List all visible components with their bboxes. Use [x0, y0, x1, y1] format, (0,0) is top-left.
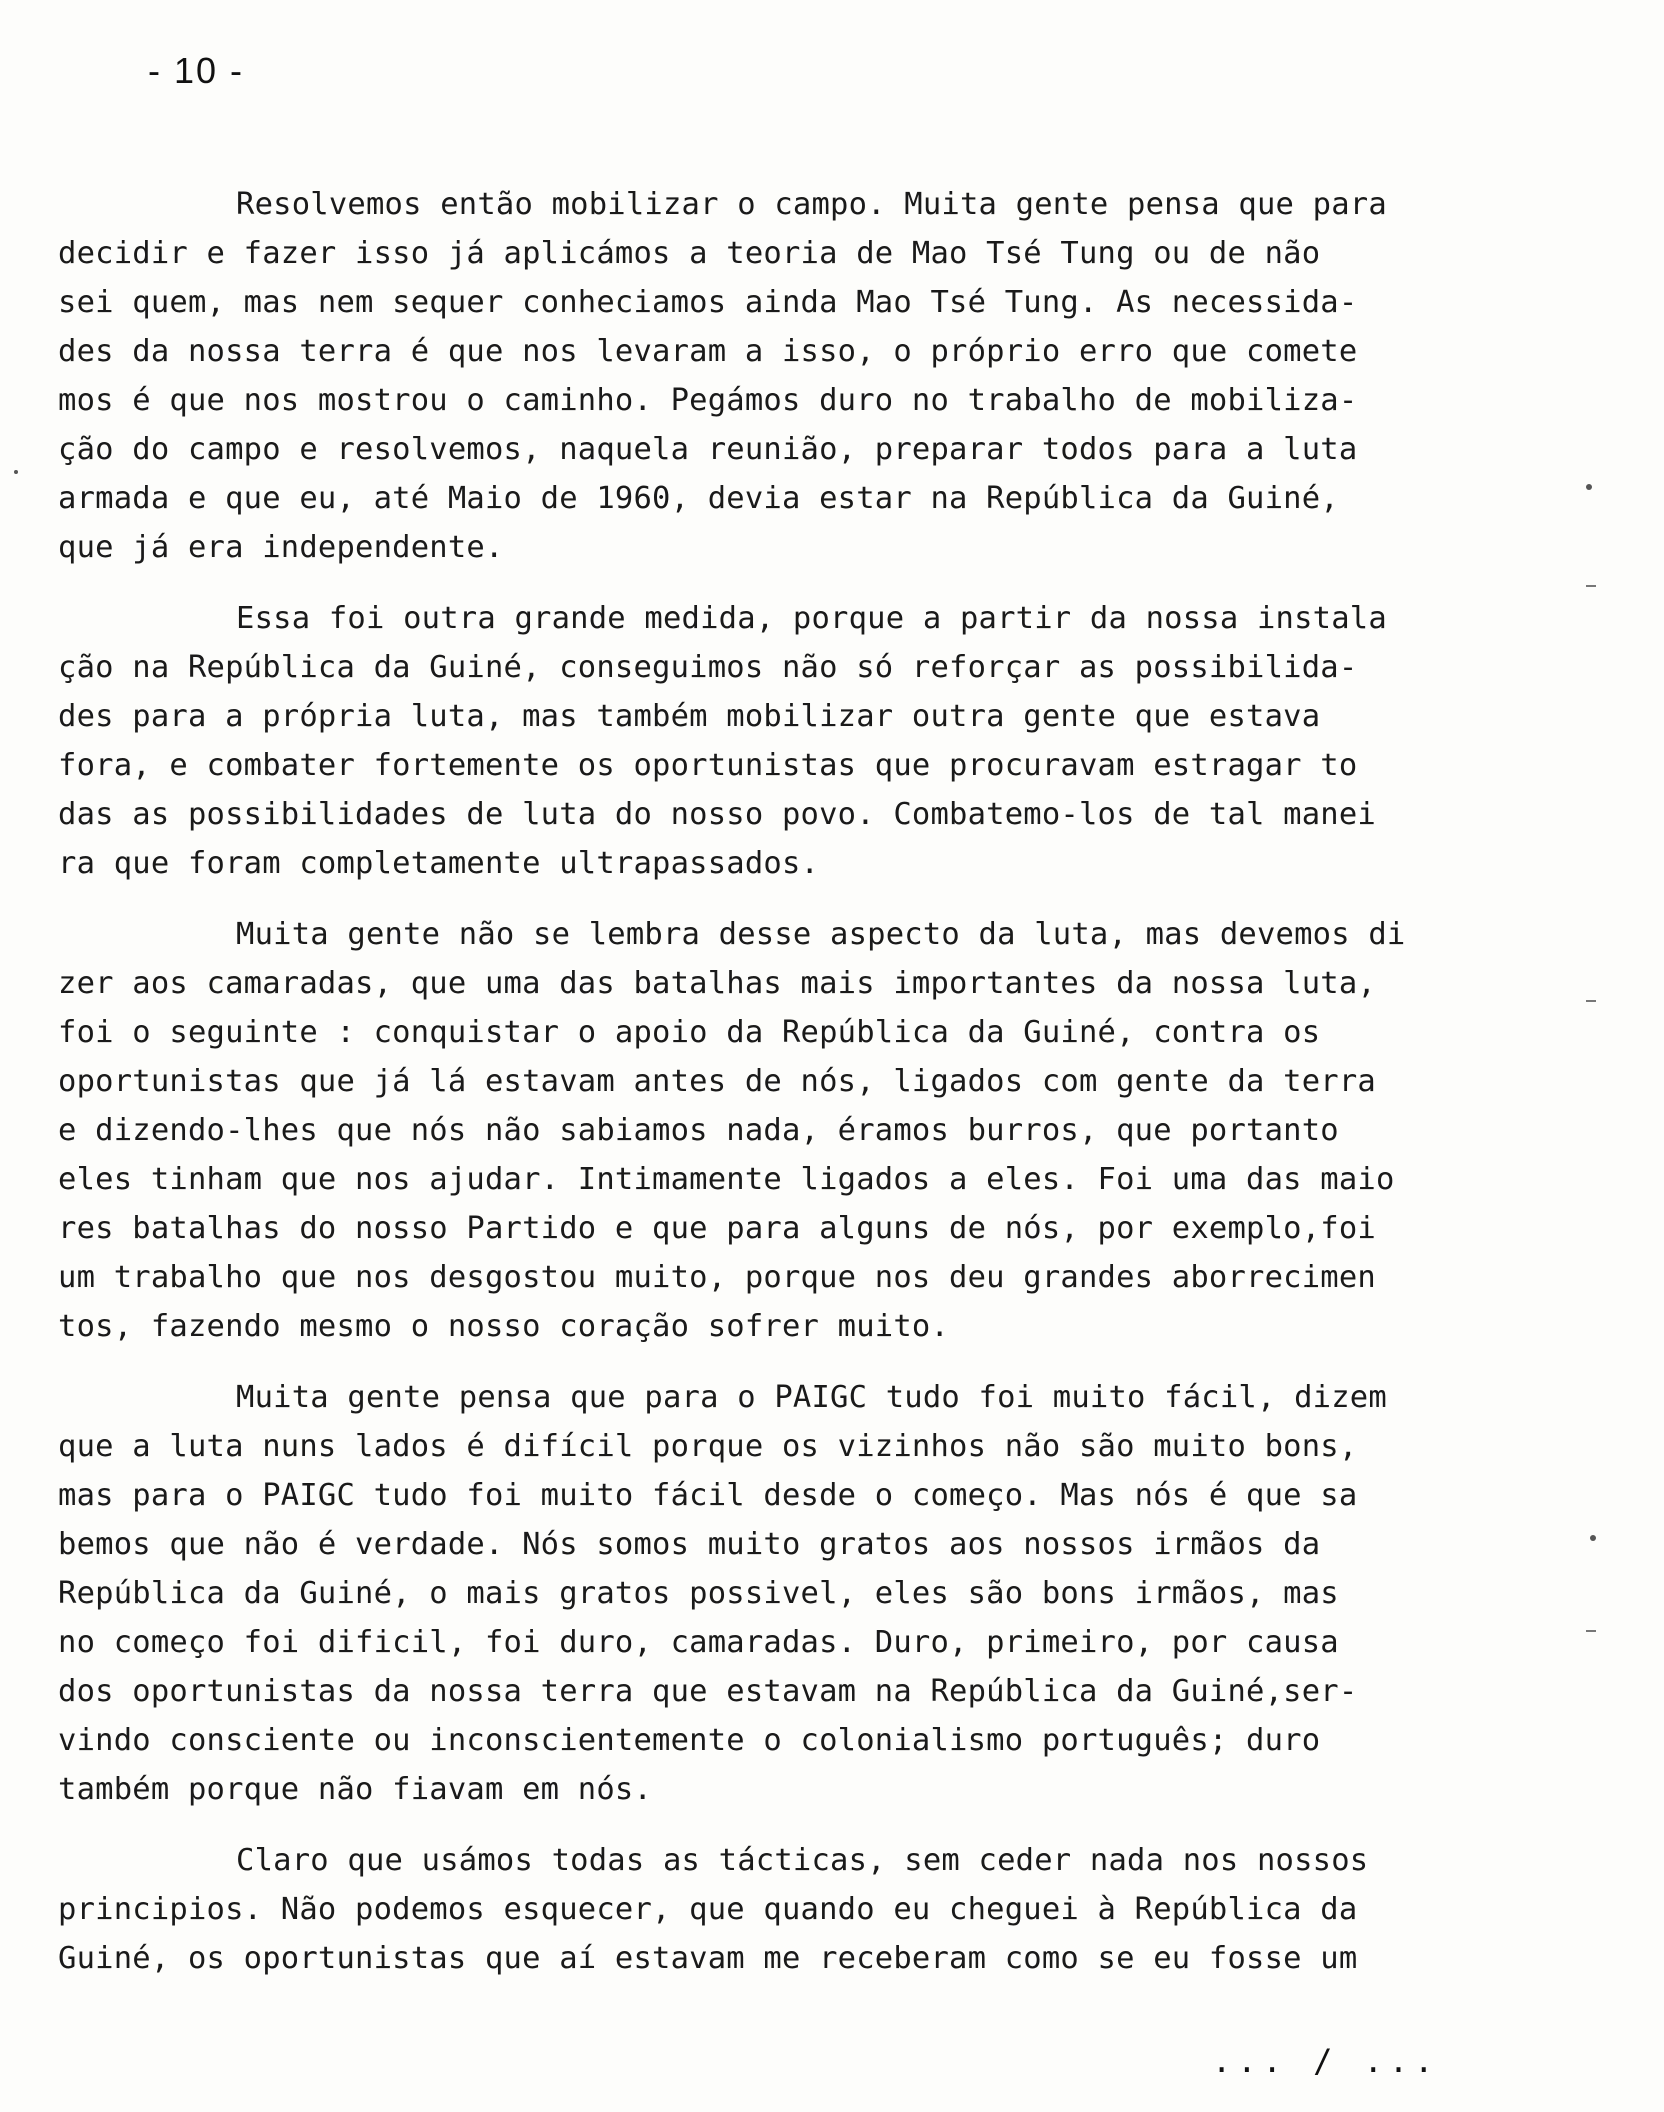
text-line: Claro que usámos todas as tácticas, sem ceder nada nos nossos [236, 1843, 1369, 1878]
text-line: ra que foram completamente ultrapassados. [58, 846, 820, 881]
body-text [58, 180, 1498, 2005]
text-line: zer aos camaradas, que uma das batalhas mais importantes da nossa luta, [58, 966, 1376, 1001]
scan-mark [1586, 1000, 1596, 1002]
text-line: no começo foi dificil, foi duro, camaradas. Duro, primeiro, por causa [58, 1625, 1339, 1660]
text-line: que já era independente. [58, 530, 504, 565]
text-line: tos, fazendo mesmo o nosso coração sofrer muito. [58, 1309, 950, 1344]
text-line: foi o seguinte : conquistar o apoio da República da Guiné, contra os [58, 1015, 1321, 1050]
text-line: principios. Não podemos esquecer, que quando eu cheguei à República da [58, 1892, 1358, 1927]
text-line: vindo consciente ou inconscientemente o colonialismo português; duro [58, 1723, 1321, 1758]
text-line: res batalhas do nosso Partido e que para alguns de nós, por exemplo,foi [58, 1211, 1376, 1246]
paragraph-2 [58, 594, 1498, 888]
scan-mark [1586, 1630, 1596, 1632]
text-line: oportunistas que já lá estavam antes de nós, ligados com gente da terra [58, 1064, 1376, 1099]
text-line: mas para o PAIGC tudo foi muito fácil desde o começo. Mas nós é que sa [58, 1478, 1358, 1513]
text-line: um trabalho que nos desgostou muito, porque nos deu grandes aborrecimen [58, 1260, 1376, 1295]
text-line: dos oportunistas da nossa terra que estavam na República da Guiné,ser- [58, 1674, 1358, 1709]
text-line: mos é que nos mostrou o caminho. Pegámos duro no trabalho de mobiliza- [58, 383, 1358, 418]
scan-speck [1586, 484, 1592, 490]
scan-speck [14, 470, 18, 474]
text-line: Muita gente não se lembra desse aspecto da luta, mas devemos di [236, 917, 1406, 952]
text-line: bemos que não é verdade. Nós somos muito gratos aos nossos irmãos da [58, 1527, 1321, 1562]
text-line: Guiné, os oportunistas que aí estavam me receberam como se eu fosse um [58, 1941, 1358, 1976]
scan-mark [1586, 585, 1596, 587]
text-line: República da Guiné, o mais gratos possivel, eles são bons irmãos, mas [58, 1576, 1339, 1611]
continuation-mark: ... / ... [1212, 2042, 1440, 2080]
text-line: des para a própria luta, mas também mobilizar outra gente que estava [58, 699, 1321, 734]
text-line: ção na República da Guiné, conseguimos não só reforçar as possibilida- [58, 650, 1358, 685]
text-line: e dizendo-lhes que nós não sabiamos nada, éramos burros, que portanto [58, 1113, 1339, 1148]
text-line: sei quem, mas nem sequer conheciamos ainda Mao Tsé Tung. As necessida- [58, 285, 1358, 320]
paragraph-3 [58, 910, 1498, 1351]
text-line: ção do campo e resolvemos, naquela reunião, preparar todos para a luta [58, 432, 1358, 467]
paragraph-5 [58, 1836, 1498, 1983]
text-line: Essa foi outra grande medida, porque a partir da nossa instala [236, 601, 1387, 636]
text-line: decidir e fazer isso já aplicámos a teoria de Mao Tsé Tung ou de não [58, 236, 1321, 271]
text-line: armada e que eu, até Maio de 1960, devia estar na República da Guiné, [58, 481, 1339, 516]
text-line: fora, e combater fortemente os oportunistas que procuravam estragar to [58, 748, 1358, 783]
paragraph-4 [58, 1373, 1498, 1814]
text-line: que a luta nuns lados é difícil porque os vizinhos não são muito bons, [58, 1429, 1358, 1464]
text-line: também porque não fiavam em nós. [58, 1772, 653, 1807]
text-line: Muita gente pensa que para o PAIGC tudo foi muito fácil, dizem [236, 1380, 1387, 1415]
paragraph-1 [58, 180, 1498, 572]
text-line: des da nossa terra é que nos levaram a isso, o próprio erro que comete [58, 334, 1358, 369]
page-number: - 10 - [148, 50, 245, 91]
text-line: Resolvemos então mobilizar o campo. Muita gente pensa que para [236, 187, 1387, 222]
text-line: das as possibilidades de luta do nosso povo. Combatemo-los de tal manei [58, 797, 1376, 832]
text-line: eles tinham que nos ajudar. Intimamente ligados a eles. Foi uma das maio [58, 1162, 1395, 1197]
scan-speck [1590, 1535, 1596, 1541]
